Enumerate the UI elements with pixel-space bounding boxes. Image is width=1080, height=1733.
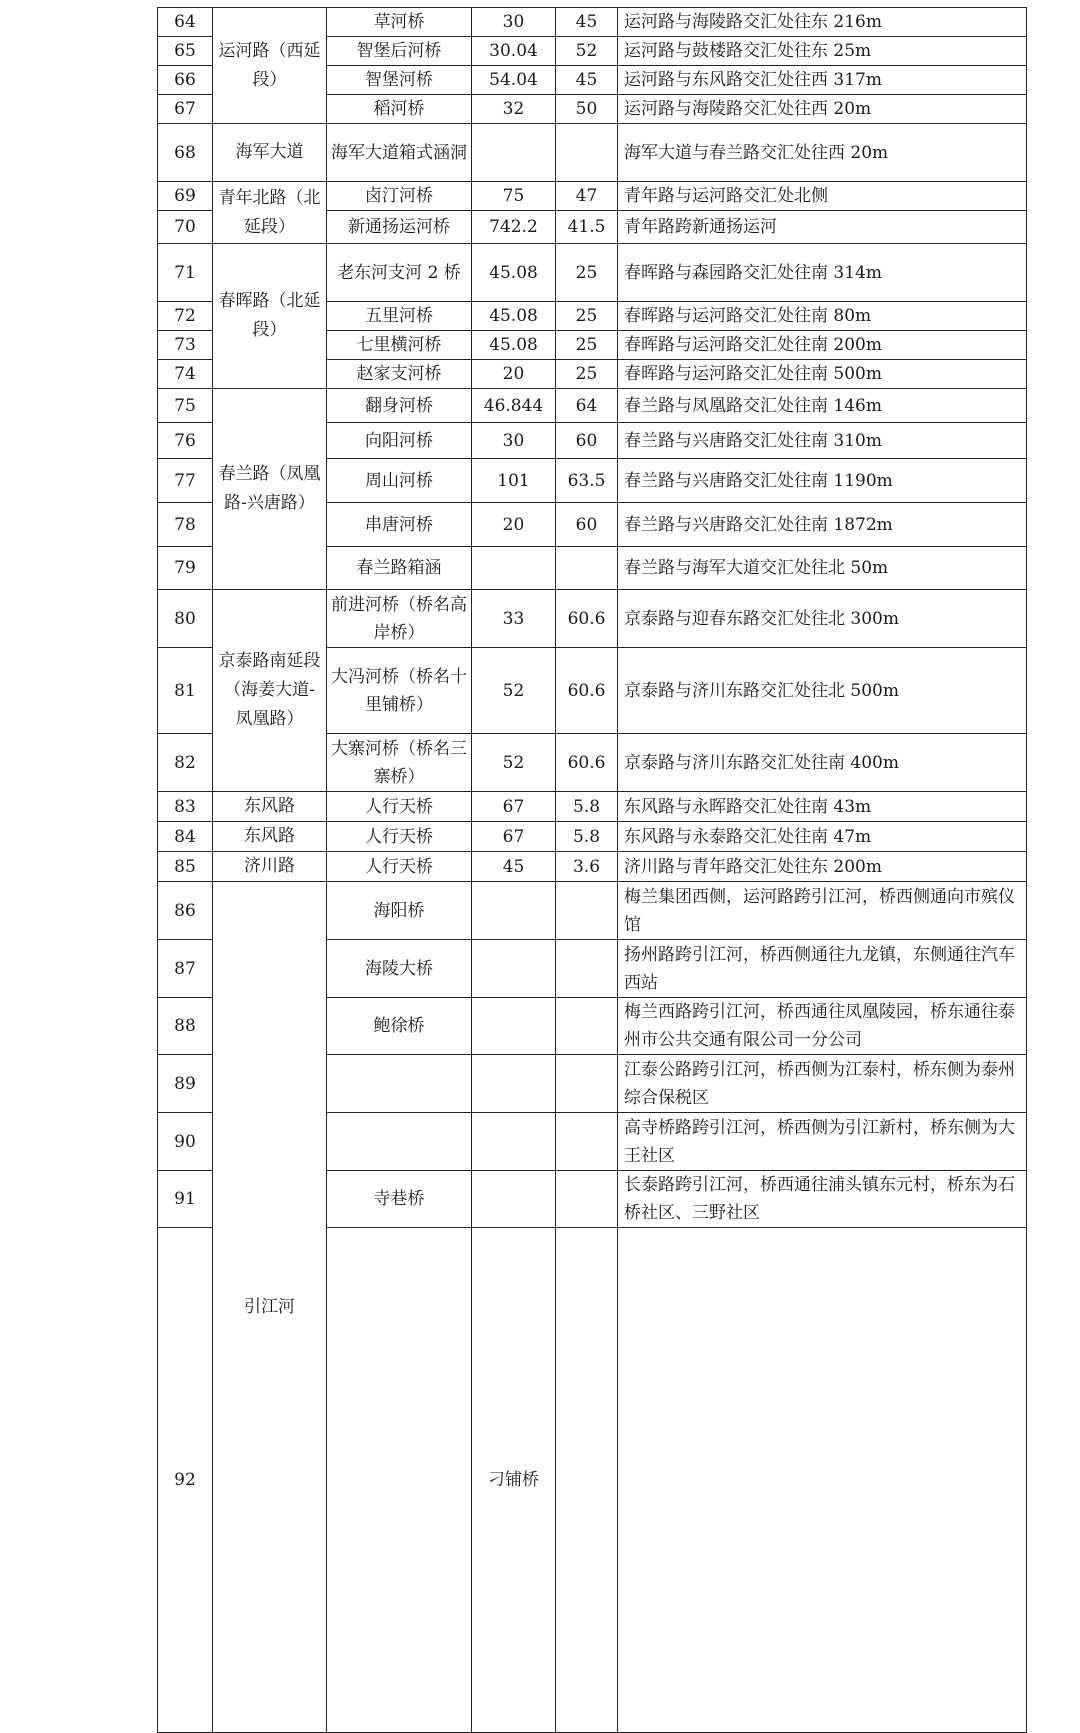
bridge-name-cell: 七里横河桥 <box>327 331 472 360</box>
road-name-cell: 东风路 <box>213 822 327 852</box>
bridge-length-cell <box>472 882 556 940</box>
bridge-length-cell: 45.08 <box>472 331 556 360</box>
location-cell: 运河路与海陵路交汇处往东 216m <box>618 8 1027 37</box>
table-row <box>158 124 1027 182</box>
location-cell: 扬州路跨引江河，桥西侧通往九龙镇，东侧通往汽车西站 <box>618 940 1027 998</box>
row-number-cell: 77 <box>158 459 213 503</box>
bridge-length-cell <box>472 1171 556 1228</box>
bridge-width-cell <box>618 1228 1027 1733</box>
bridge-name-cell: 人行天桥 <box>327 792 472 822</box>
row-number-cell: 89 <box>158 1055 213 1113</box>
bridge-width-cell: 60.6 <box>556 648 618 734</box>
location-cell: 春兰路与凤凰路交汇处往南 146m <box>618 389 1027 423</box>
row-number-cell: 84 <box>158 822 213 852</box>
row-number-cell: 75 <box>158 389 213 423</box>
location-cell: 江泰公路跨引江河，桥西侧为江泰村，桥东侧为泰州综合保税区 <box>618 1055 1027 1113</box>
bridge-width-cell: 25 <box>556 360 618 389</box>
location-cell: 京泰路与济川东路交汇处往北 500m <box>618 648 1027 734</box>
bridge-name-cell: 串唐河桥 <box>327 503 472 547</box>
location-cell: 春兰路与兴唐路交汇处往南 310m <box>618 423 1027 459</box>
location-cell: 海军大道与春兰路交汇处往西 20m <box>618 124 1027 182</box>
location-cell: 东风路与永泰路交汇处往南 47m <box>618 822 1027 852</box>
bridge-length-cell: 45 <box>472 852 556 882</box>
bridge-width-cell: 60 <box>556 423 618 459</box>
row-number-cell: 91 <box>158 1171 213 1228</box>
row-number-cell: 88 <box>158 998 213 1055</box>
bridge-name-cell: 海陵大桥 <box>327 940 472 998</box>
bridge-width-cell: 45 <box>556 8 618 37</box>
bridge-width-cell: 3.6 <box>556 852 618 882</box>
bridge-width-cell: 25 <box>556 244 618 302</box>
bridge-name-cell: 老东河支河 2 桥 <box>327 244 472 302</box>
bridge-width-cell <box>556 1055 618 1113</box>
location-cell: 春晖路与运河路交汇处往南 200m <box>618 331 1027 360</box>
bridge-length-cell: 30 <box>472 423 556 459</box>
row-number-cell: 90 <box>158 1113 213 1171</box>
bridge-length-cell: 67 <box>472 822 556 852</box>
bridge-width-cell: 47 <box>556 182 618 211</box>
location-cell: 运河路与海陵路交汇处往西 20m <box>618 95 1027 124</box>
bridge-name-cell: 五里河桥 <box>327 302 472 331</box>
row-number-cell: 70 <box>158 211 213 244</box>
road-name-cell <box>327 1228 472 1733</box>
road-name-cell: 春兰路（凤凰路-兴唐路） <box>213 389 327 590</box>
bridge-name-cell: 人行天桥 <box>327 822 472 852</box>
bridge-name-cell: 赵家支河桥 <box>327 360 472 389</box>
row-number-cell: 83 <box>158 792 213 822</box>
bridge-name-cell: 大冯河桥（桥名十里铺桥） <box>327 648 472 734</box>
row-number-cell: 69 <box>158 182 213 211</box>
road-name-cell: 京泰路南延段（海姜大道-凤凰路） <box>213 590 327 792</box>
bridge-name-cell: 人行天桥 <box>327 852 472 882</box>
row-number-cell: 74 <box>158 360 213 389</box>
bridge-width-cell <box>556 998 618 1055</box>
row-number-cell: 79 <box>158 547 213 590</box>
bridge-name-cell: 智堡河桥 <box>327 66 472 95</box>
bridge-length-cell: 742.2 <box>472 211 556 244</box>
location-cell: 高寺桥路跨引江河，桥西侧为引江新村，桥东侧为大王社区 <box>618 1113 1027 1171</box>
bridge-name-cell: 翻身河桥 <box>327 389 472 423</box>
row-number-cell: 67 <box>158 95 213 124</box>
row-number-cell: 72 <box>158 302 213 331</box>
bridge-name-cell: 前进河桥（桥名高岸桥） <box>327 590 472 648</box>
row-number-cell: 68 <box>158 124 213 182</box>
bridge-width-cell: 50 <box>556 95 618 124</box>
row-number-cell: 73 <box>158 331 213 360</box>
bridge-width-cell: 60.6 <box>556 590 618 648</box>
bridge-name-cell: 春兰路箱涵 <box>327 547 472 590</box>
bridge-length-cell: 52 <box>472 734 556 792</box>
bridge-width-cell: 45 <box>556 66 618 95</box>
location-cell: 春兰路与兴唐路交汇处往南 1872m <box>618 503 1027 547</box>
table-row <box>158 244 1027 302</box>
bridge-length-cell: 54.04 <box>472 66 556 95</box>
row-number-cell: 65 <box>158 37 213 66</box>
bridge-length-cell <box>472 124 556 182</box>
bridge-width-cell <box>556 1171 618 1228</box>
location-cell: 济川路与青年路交汇处往东 200m <box>618 852 1027 882</box>
bridge-name-cell: 周山河桥 <box>327 459 472 503</box>
location-cell: 春晖路与森园路交汇处往南 314m <box>618 244 1027 302</box>
bridge-length-cell <box>472 547 556 590</box>
bridge-length-cell: 101 <box>472 459 556 503</box>
bridge-width-cell: 63.5 <box>556 459 618 503</box>
bridge-length-cell <box>472 998 556 1055</box>
bridge-name-cell <box>327 1055 472 1113</box>
row-number-cell: 78 <box>158 503 213 547</box>
bridge-length-cell <box>556 1228 618 1733</box>
row-number-cell: 80 <box>158 590 213 648</box>
bridge-length-cell <box>472 1113 556 1171</box>
bridge-length-cell: 20 <box>472 503 556 547</box>
bridge-name-cell: 新通扬运河桥 <box>327 211 472 244</box>
bridge-length-cell <box>472 1055 556 1113</box>
bridge-length-cell: 20 <box>472 360 556 389</box>
bridge-length-cell: 32 <box>472 95 556 124</box>
bridge-width-cell: 25 <box>556 302 618 331</box>
table-row <box>158 590 1027 648</box>
location-cell: 长泰路跨引江河，桥西通往浦头镇东元村，桥东为石桥社区、三野社区 <box>618 1171 1027 1228</box>
table-row <box>158 792 1027 822</box>
road-name-cell: 青年北路（北延段） <box>213 182 327 244</box>
row-number-cell: 66 <box>158 66 213 95</box>
bridge-name-cell: 卤汀河桥 <box>327 182 472 211</box>
bridge-width-cell <box>556 882 618 940</box>
bridge-name-cell: 海军大道箱式涵洞 <box>327 124 472 182</box>
bridge-length-cell: 46.844 <box>472 389 556 423</box>
bridge-length-cell: 30 <box>472 8 556 37</box>
bridge-length-cell: 75 <box>472 182 556 211</box>
location-cell: 梅兰集团西侧，运河路跨引江河，桥西侧通向市殡仪馆 <box>618 882 1027 940</box>
bridge-width-cell <box>556 547 618 590</box>
table-row <box>158 389 1027 423</box>
table-row <box>158 852 1027 882</box>
bridge-width-cell <box>556 1113 618 1171</box>
bridge-width-cell <box>556 940 618 998</box>
location-cell: 京泰路与迎春东路交汇处往北 300m <box>618 590 1027 648</box>
bridge-width-cell: 5.8 <box>556 792 618 822</box>
location-cell: 运河路与鼓楼路交汇处往东 25m <box>618 37 1027 66</box>
bridge-name-cell: 大寨河桥（桥名三寨桥） <box>327 734 472 792</box>
bridge-name-cell: 寺巷桥 <box>327 1171 472 1228</box>
road-name-cell: 海军大道 <box>213 124 327 182</box>
bridge-width-cell: 52 <box>556 37 618 66</box>
location-cell: 春兰路与海军大道交汇处往北 50m <box>618 547 1027 590</box>
bridge-length-cell: 33 <box>472 590 556 648</box>
row-number-cell: 85 <box>158 852 213 882</box>
road-name-cell: 运河路（西延段） <box>213 8 327 124</box>
bridge-name-cell: 刁铺桥 <box>472 1228 556 1733</box>
bridge-width-cell: 64 <box>556 389 618 423</box>
location-cell: 运河路与东风路交汇处往西 317m <box>618 66 1027 95</box>
location-cell: 京泰路与济川东路交汇处往南 400m <box>618 734 1027 792</box>
location-cell: 东风路与永晖路交汇处往南 43m <box>618 792 1027 822</box>
bridge-name-cell: 鲍徐桥 <box>327 998 472 1055</box>
bridge-name-cell: 智堡后河桥 <box>327 37 472 66</box>
row-number-cell: 64 <box>158 8 213 37</box>
bridge-name-cell: 稻河桥 <box>327 95 472 124</box>
location-cell: 青年路跨新通扬运河 <box>618 211 1027 244</box>
bridge-name-cell: 海阳桥 <box>327 882 472 940</box>
bridge-width-cell: 5.8 <box>556 822 618 852</box>
bridge-length-cell: 52 <box>472 648 556 734</box>
bridge-length-cell: 30.04 <box>472 37 556 66</box>
bridge-width-cell: 25 <box>556 331 618 360</box>
bridge-length-cell: 45.08 <box>472 302 556 331</box>
row-number-cell: 81 <box>158 648 213 734</box>
bridge-length-cell: 45.08 <box>472 244 556 302</box>
row-number-cell: 87 <box>158 940 213 998</box>
bridge-width-cell: 41.5 <box>556 211 618 244</box>
bridge-width-cell: 60 <box>556 503 618 547</box>
row-number-cell: 71 <box>158 244 213 302</box>
row-number-cell: 86 <box>158 882 213 940</box>
bridge-name-cell: 草河桥 <box>327 8 472 37</box>
table-row <box>158 8 1027 37</box>
row-number-cell: 82 <box>158 734 213 792</box>
location-cell: 青年路与运河路交汇处北侧 <box>618 182 1027 211</box>
table-row <box>158 822 1027 852</box>
location-cell: 梅兰西路跨引江河，桥西通往凤凰陵园，桥东通往泰州市公共交通有限公司一分公司 <box>618 998 1027 1055</box>
row-number-cell: 76 <box>158 423 213 459</box>
bridge-width-cell: 60.6 <box>556 734 618 792</box>
road-name-cell: 济川路 <box>213 852 327 882</box>
bridge-table-body <box>158 8 1027 1733</box>
bridge-table <box>157 7 1027 1733</box>
location-cell: 春兰路与兴唐路交汇处往南 1190m <box>618 459 1027 503</box>
bridge-name-cell: 向阳河桥 <box>327 423 472 459</box>
road-name-cell: 春晖路（北延段） <box>213 244 327 389</box>
location-cell: 春晖路与运河路交汇处往南 500m <box>618 360 1027 389</box>
table-row <box>158 182 1027 211</box>
bridge-length-cell: 67 <box>472 792 556 822</box>
location-cell: 春晖路与运河路交汇处往南 80m <box>618 302 1027 331</box>
road-name-cell: 引江河 <box>213 882 327 1733</box>
bridge-length-cell <box>472 940 556 998</box>
table-row <box>158 882 1027 940</box>
bridge-name-cell <box>327 1113 472 1171</box>
bridge-width-cell <box>556 124 618 182</box>
row-number-cell: 92 <box>158 1228 213 1733</box>
road-name-cell: 东风路 <box>213 792 327 822</box>
